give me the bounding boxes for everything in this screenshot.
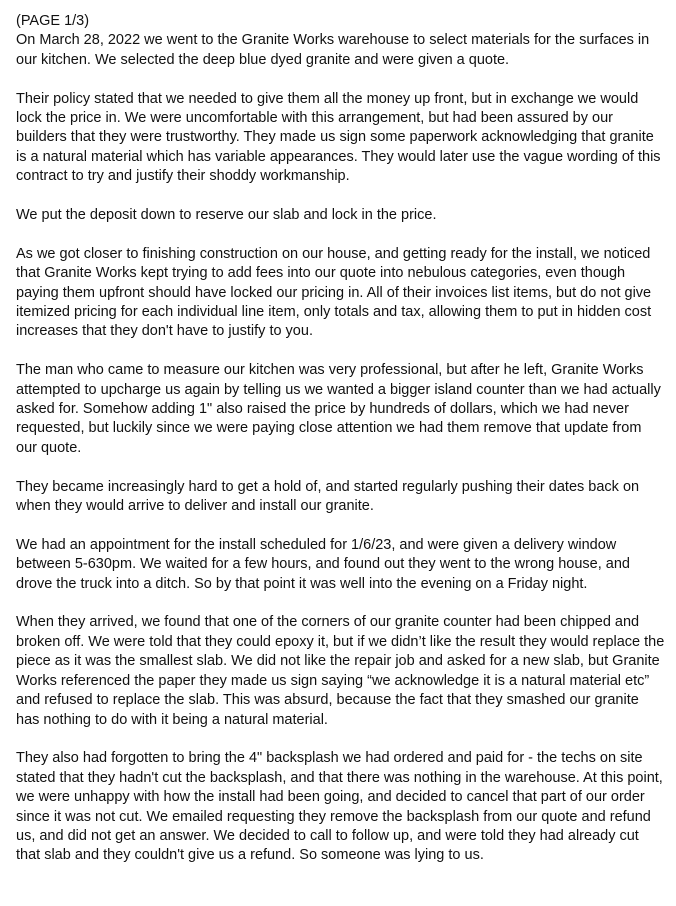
page-number-label: (PAGE 1/3) xyxy=(16,13,90,29)
paragraph-granite-selection: On March 28, 2022 we went to the Granite Works warehouse to select materials for the surfaces in our kitchen. We selected the deep blue dyed granite and were given a quote. xyxy=(16,32,650,68)
paragraph-hidden-fees: As we got closer to finishing construction on our house, and getting ready for the install, we noticed that Granite Works kept trying to add fees into our quote into nebulous categories, even though paying them upfront should have locked our pricing in. All of their invoices list items, but do not give itemized pricing for each individual line item, only totals and tax, allowing them to put in hidden cost increases that they don't have to justify to you. xyxy=(16,245,652,340)
paragraph-measurement-upcharge: The man who came to measure our kitchen was very professional, but after he left, Granite Works attempted to upcharge us again by telling us we wanted a bigger island counter than we had actually asked for. Somehow adding 1" also raised the price by hundreds of dollars, which we had never requested, but luckily since we were paying close attention we had them remove that update from our quote. xyxy=(16,362,661,456)
paragraph-chipped-slab: When they arrived, we found that one of the corners of our granite counter had been chipped and broken off. We were told that they could epoxy it, but if we didn’t like the result they would replace the piece as it was the smallest slab. We did not like the repair job and asked for a new slab, but Granite Works referenced the paper they made us sign saying “we acknowledge it is a natural material etc” and refused to replace the slab. This was absurd, because the fact that they smashed our granite has nothing to do with it being a natural material. xyxy=(16,614,665,728)
paragraph-scheduling-delays: They became increasingly hard to get a hold of, and started regularly pushing their dates back on when they would arrive to deliver and install our granite. xyxy=(16,478,640,515)
paragraph-backsplash-refund: They also had forgotten to bring the 4" backsplash we had ordered and paid for - the techs on site stated that they hadn't cut the backsplash, and that there was nothing in the warehouse. At this point, we were unhappy with how the install had been going, and decided to cancel that part of our order since it was not cut. We emailed requesting they remove the backsplash from our quote and refund us, and did not get an answer. We decided to call to follow up, and were told they had already cut that slab and they couldn't give us a refund. So someone was lying to us. xyxy=(16,750,663,864)
paragraph-deposit: We put the deposit down to reserve our slab and lock in the price. xyxy=(16,207,437,224)
document-page xyxy=(16,12,666,885)
paragraph-payment-policy: Their policy stated that we needed to give them all the money up front, but in exchange we would lock the price in. We were uncomfortable with this arrangement, but had been assured by our builders that they were trustworthy. They made us sign some paperwork acknowledging that granite is a natural material which has variable appearances. They would later use the vague wording of this contract to try and justify their shoddy workmanship. xyxy=(16,90,661,185)
paragraph-install-appointment: We had an appointment for the install scheduled for 1/6/23, and were given a delivery window between 5-630pm. We waited for a few hours, and found out they went to the wrong house, and drove the truck into a ditch. So by that point it was well into the evening on a Friday night. xyxy=(16,536,630,592)
